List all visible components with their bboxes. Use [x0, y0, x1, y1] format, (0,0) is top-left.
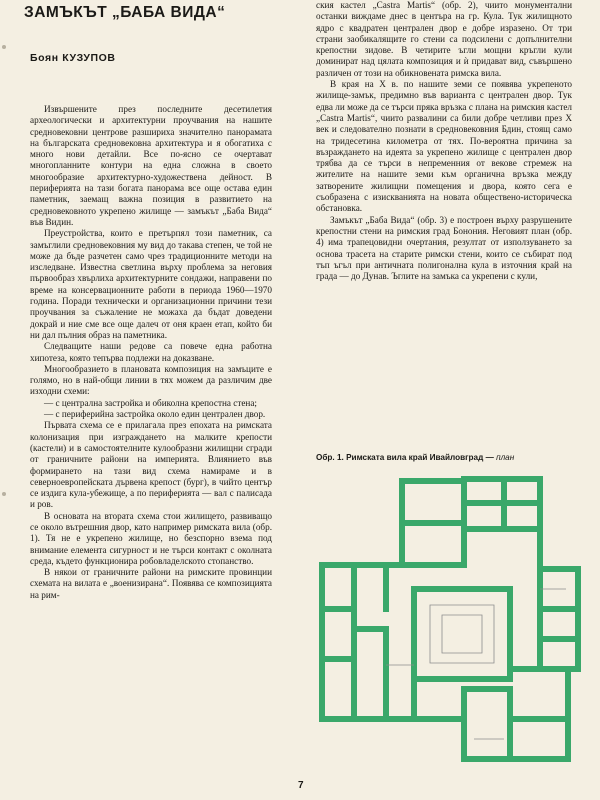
article-author: Боян КУЗУПОВ	[30, 52, 116, 64]
figure-caption	[316, 453, 514, 462]
paragraph: В края на X в. по нашите земи се появява укрепеното жилище-замък, предимно във варианта с централен двор. Тук едва ли може да се търси пряка връзка с плана на римския кастел „Castra Martis“, чиито развалини са били добре четливи през X век и следователно познати в средновековния Бдин, стоящ само на тридесетина километра от тях. По-вероятна причина за възраждането на идеята за укрепено жилище с централен двор трябва да се търси в непременния от вековe стремеж на жителите на нашите земи към органична връзка между затворените жилищни помещения и двора, която сега е съобразена с изискванията на новата обществено-историческа обстановка.	[316, 79, 572, 214]
paragraph: Първата схема се е прилагала през епохата на римската колонизация при изграждането на малките крепости (кастели) и в самостоятелните кулообразни жилищни сгради от граничните райони на империята. Влиянието във формирането на тази вид схема намираме и в северноевропейската дървена крепост (бург), в чийто център се издига кула-убежище, а по периферията — вал с палисада и ров.	[30, 420, 272, 510]
paragraph: Следващите наши редове са повече една работна хипотеза, която тепърва подлежи на доказване.	[30, 341, 272, 363]
paragraph: — с централна застройка и обиколна крепостна стена;	[44, 397, 257, 408]
page-number: 7	[298, 780, 304, 791]
binding-hole	[2, 45, 6, 49]
paragraph: Замъкът „Баба Вида“ (обр. 3) е построен върху разрушените крепостни стени на римския град Бонония. Неговият план (обр. 4) има трапецовидни очертания, резултат от използуването за основа трасета на старите римски стени, които се събират под тъп ъгъл при античната полигонална кула в източния край на града — до Дунав. Ъглите на замъка са укрепени с кули,	[316, 214, 572, 282]
left-text-column	[30, 104, 272, 601]
paragraph: — с периферийна застройка около един централен двор.	[44, 409, 266, 420]
plan-wall	[354, 629, 386, 719]
article-title: ЗАМЪКЪТ „БАБА ВИДА“	[24, 4, 226, 21]
plan-courtyard-wall	[414, 589, 510, 679]
binding-hole	[2, 492, 6, 496]
plan-thin-line	[430, 605, 494, 663]
paragraph: Многообразието в плановата композиция на замъците е голямо, но в най-общи линии в тях можем да различим две изходни схеми:	[30, 363, 272, 397]
paragraph: Преустройства, които е претърпял този паметник, са замъглили средновековния му вид до такава степен, че той не може да бъде разчетен само чрез традиционните методи на изследване. Известна светлина върху проблема за неговия първообраз хвърлиха архитектурните сондажи, направени по време на консервационните работи в периода 1960—1970 година. Поради технически и организационни причини тези проучвания за съжаление не можаха да бъдат доведени докрай и ние сме все още далеч от оня краен етап, който би ни дал пълния образ на паметника.	[30, 228, 272, 340]
figure-caption-italic: план	[496, 453, 515, 462]
plan-wall	[464, 689, 510, 759]
paragraph: В някои от граничните райони на римските провинции схемата на вилата е „военизирана“. Появява се композицията на рим-	[30, 567, 272, 600]
roman-villa-floor-plan	[314, 469, 592, 774]
paragraph: ския кастел „Castra Martis“ (обр. 2), чиито монументални останки виждаме днес в центъра на гр. Кула. Тук жилищното ядро с квадратен централен двор е добре изразено. От три страни заобикалящите го стени са подсилени с допълнителни крепостни зидове. В четирите ъгли мощни кръгли кули доминират над цялата композиция и ѝ придават вид, съвършено различен от този на обикновената римска вила.	[316, 0, 572, 78]
figure-caption-label: Обр. 1. Римската вила край Ивайловград —	[316, 453, 494, 462]
right-text-column	[316, 0, 572, 282]
paragraph: В основата на втората схема стои жилището, развиващо се около вътрешния двор, като например римската вила (обр. 1). Тя не е укрепено жилище, но безспорно взема под внимание елемента сигурност и не търси контакт с околната среда, където функционира робовладелското стопанство.	[30, 510, 272, 566]
plan-thin-line	[442, 615, 482, 653]
paragraph: Извършените през последните десетилетия археологически и архитектурни проучвания на нашите средновековни центрове разшириха значително панорамата на българската средновековна архитектура и я обогатиха с много нови детайли. Все по-ясно се очертават многопланните контури на една сложна в своето многообразие архитектурно-художествена дейност. В периферията на тази богата панорама все още остава един паметник, заемащ важна позиция в развитието на средновековното укрепено жилище — замъкът „Баба Вида“ във Видин.	[30, 104, 272, 227]
